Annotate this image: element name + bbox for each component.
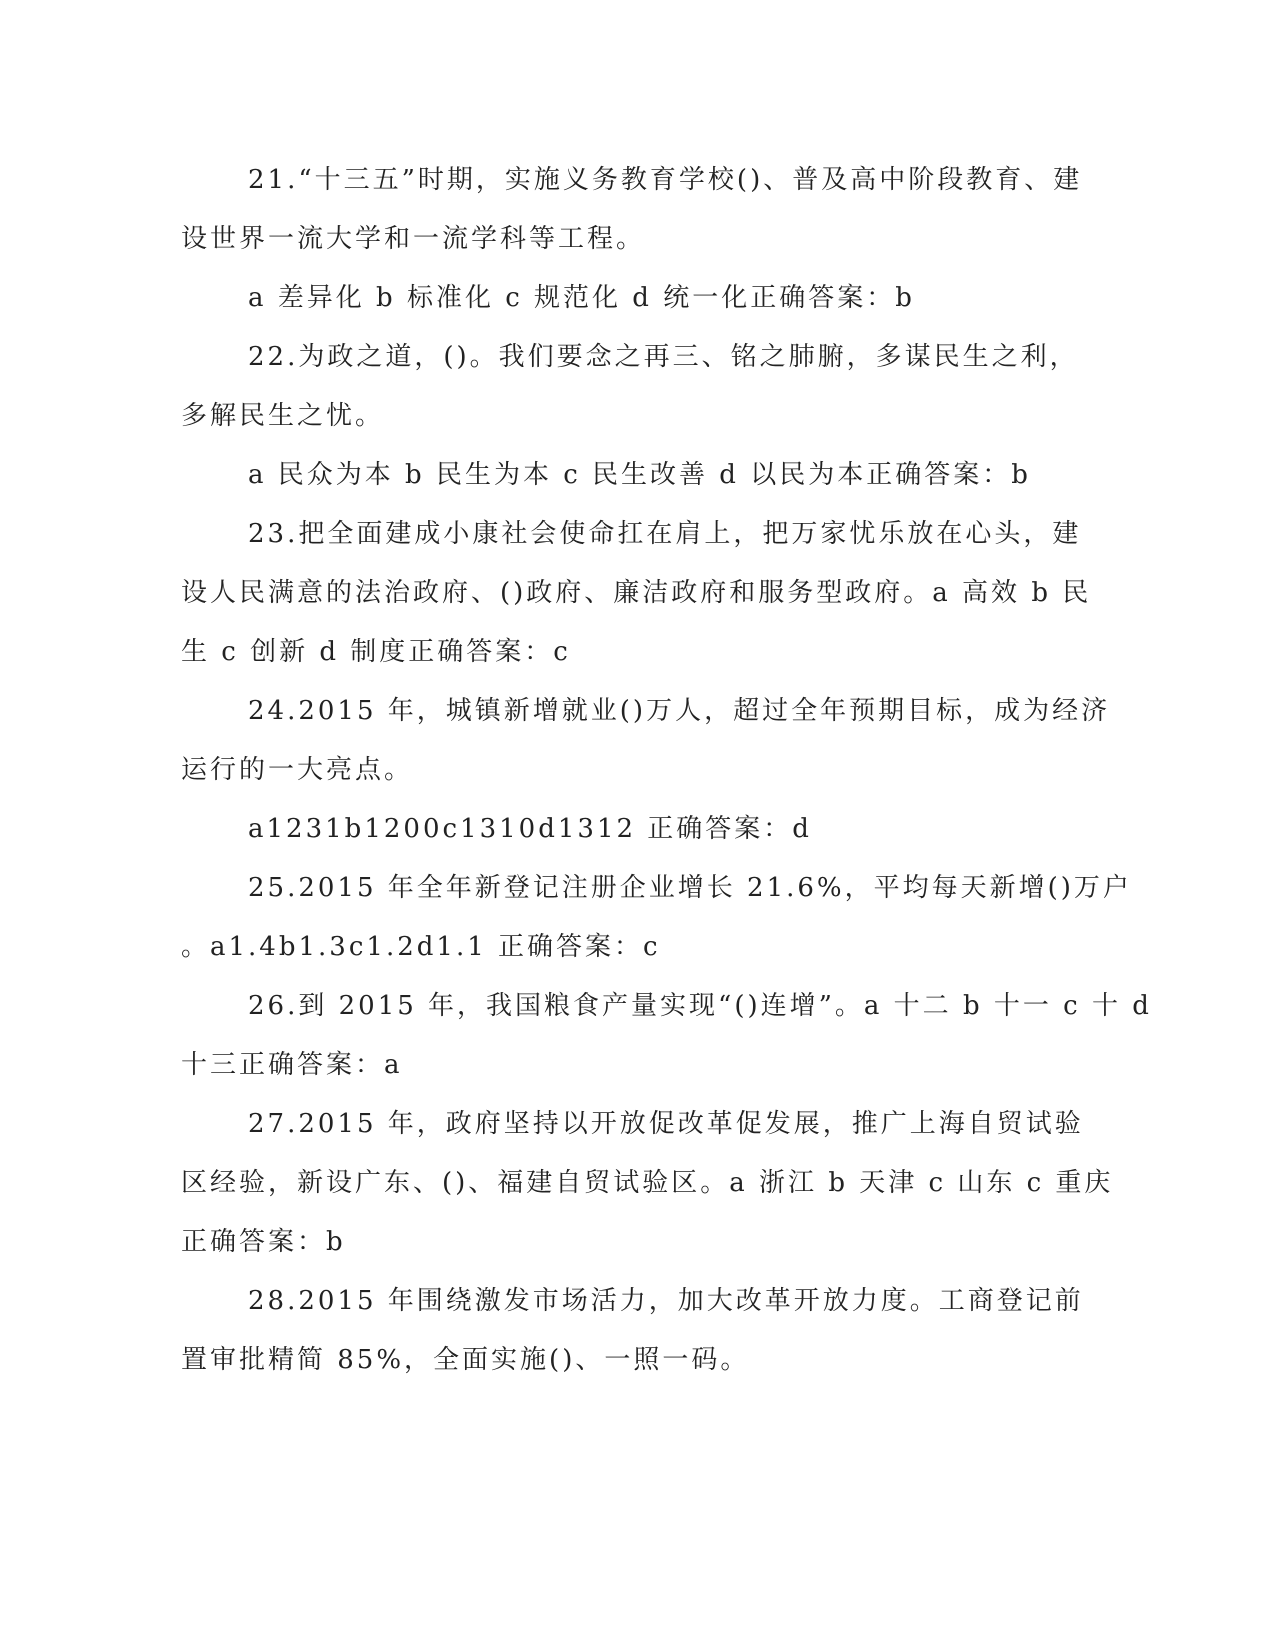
question-26-line-2: 十三正确答案：a: [181, 1050, 403, 1080]
question-23-line-3: 生 c 创新 d 制度正确答案：c: [181, 637, 571, 667]
question-27-line-1: 27.2015 年，政府坚持以开放促改革促发展，推广上海自贸试验: [248, 1109, 1084, 1139]
question-25-line-1: 25.2015 年全年新登记注册企业增长 21.6%，平均每天新增()万户: [248, 873, 1132, 903]
question-21-line-1: 21.“十三五”时期，实施义务教育学校()、普及高中阶段教育、建: [248, 165, 1083, 195]
question-28-line-1: 28.2015 年围绕激发市场活力，加大改革开放力度。工商登记前: [248, 1286, 1084, 1316]
question-23-line-1: 23.把全面建成小康社会使命扛在肩上，把万家忧乐放在心头，建: [248, 519, 1082, 549]
question-28-line-2: 置审批精简 85%，全面实施()、一照一码。: [181, 1345, 750, 1375]
question-21-options: a 差异化 b 标准化 c 规范化 d 统一化正确答案：b: [248, 283, 915, 313]
question-24-line-1: 24.2015 年，城镇新增就业()万人，超过全年预期目标，成为经济: [248, 696, 1111, 726]
question-24-options: a1231b1200c1310d1312 正确答案：d: [248, 814, 812, 844]
question-22-line-1: 22.为政之道，()。我们要念之再三、铭之肺腑，多谋民生之利，: [248, 342, 1079, 372]
question-24-line-2: 运行的一大亮点。: [181, 755, 414, 785]
question-27-line-2: 区经验，新设广东、()、福建自贸试验区。a 浙江 b 天津 c 山东 c 重庆: [181, 1168, 1114, 1198]
question-27-line-3: 正确答案：b: [181, 1227, 346, 1257]
question-26-line-1: 26.到 2015 年，我国粮食产量实现“()连增”。a 十二 b 十一 c 十 d: [248, 991, 1152, 1021]
question-25-line-2: 。a1.4b1.3c1.2d1.1 正确答案：c: [181, 932, 661, 962]
question-22-line-2: 多解民生之忧。: [181, 401, 385, 431]
question-21-line-2: 设世界一流大学和一流学科等工程。: [181, 224, 646, 254]
question-22-options: a 民众为本 b 民生为本 c 民生改善 d 以民为本正确答案：b: [248, 460, 1031, 490]
question-23-line-2: 设人民满意的法治政府、()政府、廉洁政府和服务型政府。a 高效 b 民: [181, 578, 1092, 608]
